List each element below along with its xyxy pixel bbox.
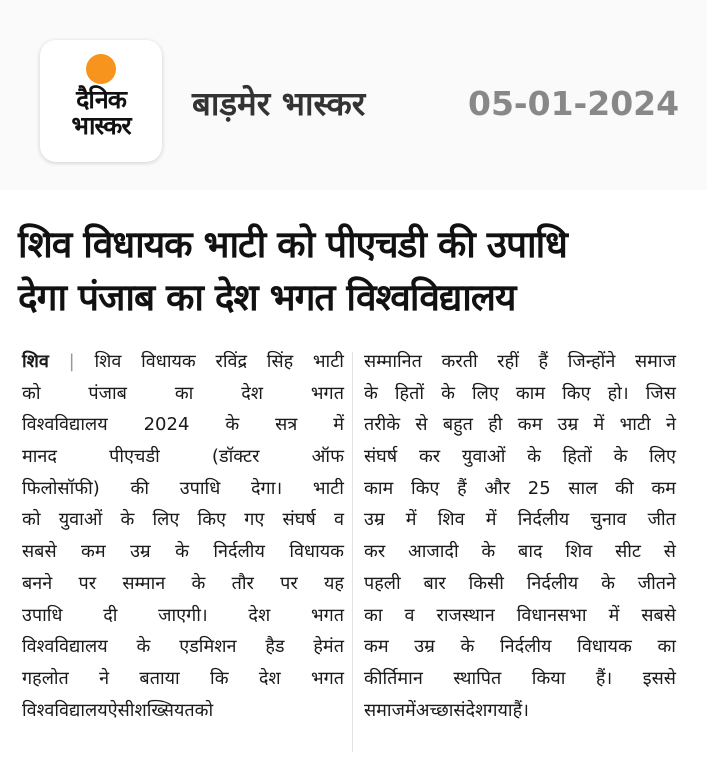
word: के (460, 636, 475, 658)
word: पहली (364, 572, 401, 594)
word: गए (244, 509, 265, 531)
word: के (175, 541, 189, 563)
word: और (484, 477, 511, 499)
dateline-separator: | (68, 351, 75, 372)
word: देश (258, 667, 281, 689)
word: किए (197, 509, 226, 531)
word: संघर्ष (364, 446, 398, 468)
word: भाटी (312, 477, 344, 499)
word: कम (364, 636, 389, 658)
word: 25 (527, 477, 551, 499)
word: हेमंत (313, 636, 344, 658)
word: में (405, 509, 417, 531)
word: विश्वविद्यालय (22, 636, 108, 658)
word: के (120, 509, 135, 531)
word: काम (515, 382, 546, 404)
article-text-line (364, 631, 676, 663)
word: बाद (518, 541, 543, 563)
word: राजस्थान (436, 604, 495, 626)
word: की (615, 477, 634, 499)
word: विधानसभा (516, 604, 587, 626)
word: विश्वविद्यालय (22, 414, 108, 436)
word: ने (665, 414, 676, 436)
word: निर्दलीय (517, 509, 570, 531)
word: के (481, 541, 496, 563)
word: उम्र (130, 541, 151, 563)
article-text-line (364, 504, 676, 536)
word: निर्दलीय (499, 636, 552, 658)
word: भगत (310, 604, 344, 626)
word: के (136, 636, 151, 658)
word: भाटी (619, 414, 651, 436)
article-text-line (364, 663, 676, 695)
word: विधायक (577, 636, 632, 658)
header (0, 0, 707, 190)
word: पर (78, 572, 97, 594)
word: व (333, 509, 344, 531)
word: सिंह (266, 351, 294, 372)
article-text-line (22, 378, 344, 410)
word: किए (410, 477, 440, 499)
word: विश्वविद्यालय (22, 699, 108, 721)
word: ही (488, 414, 503, 436)
word: शख्सियत (134, 699, 195, 721)
word: संघर्ष (282, 509, 316, 531)
word: को (22, 382, 41, 404)
article-text-line (22, 441, 344, 473)
word: कर (418, 446, 441, 468)
word: करती (441, 351, 478, 372)
word: बार (423, 572, 446, 594)
word: के (527, 446, 541, 468)
word: निर्दलीय (526, 572, 579, 594)
word: विधायक (289, 541, 344, 563)
logo-text-line2: भास्कर (71, 111, 131, 140)
word: का (174, 382, 194, 404)
word: हो। (607, 382, 629, 404)
word: रविंद्र (215, 351, 248, 372)
word: संदेश (453, 699, 488, 721)
word: रहीं (497, 351, 519, 372)
word: लिए (649, 446, 676, 468)
word: के (191, 572, 206, 594)
article-text-line (364, 600, 676, 632)
word: गया (487, 699, 513, 721)
word: उम्र (414, 636, 435, 658)
word: हैं। (512, 699, 529, 721)
word: देश (248, 604, 271, 626)
word: उम्र (557, 414, 579, 436)
word: ऑफ (311, 446, 344, 468)
word: दी (103, 604, 118, 626)
article-text-line (364, 695, 676, 727)
word: को (22, 509, 41, 531)
word: चुनाव (590, 509, 627, 531)
word: का (657, 636, 676, 658)
word: की (130, 477, 150, 499)
word: सीट (615, 541, 641, 563)
word: तौर (231, 572, 254, 594)
word: में (593, 414, 605, 436)
word: हैं (457, 477, 467, 499)
headline-line-1: शिव विधायक भाटी को पीएचडी की उपाधि (18, 223, 567, 266)
publication-date: 05-01-2024 (468, 84, 680, 123)
word: काम (364, 477, 394, 499)
word: भाटी (312, 351, 344, 372)
word: किया (531, 667, 566, 689)
word: जाएगी। (158, 604, 208, 626)
word: पंजाब (88, 382, 127, 404)
word: के (613, 446, 628, 468)
article-text-line (364, 409, 676, 441)
word: बताया (139, 667, 180, 689)
word: हैं। (595, 667, 613, 689)
word: साल (568, 477, 598, 499)
article-text-line (22, 504, 344, 536)
word: (डॉक्टर (211, 446, 260, 468)
word: स्थापित (453, 667, 502, 689)
word: में (485, 509, 497, 531)
word: फिलोसॉफी) (22, 477, 100, 499)
column-divider (352, 352, 353, 752)
word: लिए (152, 509, 180, 531)
word: देश (241, 382, 264, 404)
word: कम (517, 414, 543, 436)
word: लिए (471, 382, 499, 404)
word: गहलोत (22, 667, 69, 689)
headline-line-2: देगा पंजाब का देश भगत विश्वविद्यालय (18, 276, 516, 319)
word: इससे (642, 667, 676, 689)
word: उपाधि (179, 477, 221, 499)
word: समाज (634, 351, 676, 372)
edition-name: बाड़मेर भास्कर (192, 84, 366, 123)
word: जिन्होंने (567, 351, 616, 372)
word: के (601, 572, 615, 594)
word: में (333, 414, 344, 436)
word: विधायक (141, 351, 196, 372)
article-text-line (364, 346, 676, 378)
word: में (608, 604, 620, 626)
sun-icon (86, 54, 116, 84)
article-headline (18, 218, 698, 324)
article-column-left (22, 346, 344, 726)
word: शिव (437, 509, 465, 531)
word: ऐसी (107, 699, 135, 721)
article-text-line (22, 473, 344, 505)
word: मानद (22, 446, 57, 468)
word: देगा। (251, 477, 283, 499)
word: युवाओं (58, 509, 103, 531)
word: बनने (22, 572, 53, 594)
dateline: शिव (22, 351, 49, 372)
word: कीर्तिमान (364, 667, 423, 689)
word: कि (210, 667, 229, 689)
word: में (404, 699, 416, 721)
word: के (364, 382, 378, 404)
article-text-line (22, 631, 344, 663)
word: उम्र (364, 509, 385, 531)
article-column-right (364, 346, 676, 726)
article-text-line (364, 473, 676, 505)
word: 2024 (143, 414, 190, 436)
word: आजादी (407, 541, 459, 563)
article-text-line (22, 346, 344, 378)
word: से (663, 541, 676, 563)
word: कर (364, 541, 386, 563)
word: हैं (538, 351, 549, 372)
word: को (194, 699, 214, 721)
article-text-line (22, 663, 344, 695)
word: हितों (394, 382, 425, 404)
article-text-line (364, 568, 676, 600)
word: उपाधि (22, 604, 63, 626)
word: हितों (562, 446, 592, 468)
article-text-line (22, 409, 344, 441)
word: से (415, 414, 428, 436)
word: हैड (265, 636, 285, 658)
word: सबसे (22, 541, 57, 563)
article-text-line (22, 568, 344, 600)
word: किए (562, 382, 591, 404)
word: के (225, 414, 240, 436)
word: शिव (565, 541, 593, 563)
word: भगत (310, 382, 344, 404)
word: पीएचडी (109, 446, 160, 468)
article-text-line (364, 441, 676, 473)
word: जीतने (637, 572, 676, 594)
word: जिस (645, 382, 676, 404)
word: का (364, 604, 383, 626)
word: एडमिशन (179, 636, 237, 658)
article-text-line (22, 695, 344, 727)
article-text-line (364, 378, 676, 410)
word: बहुत (442, 414, 473, 436)
word: यह (323, 572, 344, 594)
word: सम्मानित (364, 351, 422, 372)
logo-text-line1: दैनिक (76, 85, 126, 114)
word: सम्मान (122, 572, 166, 594)
word: अच्छा (415, 699, 454, 721)
word: युवाओं (461, 446, 506, 468)
word: तरीके (364, 414, 401, 436)
word: पर (280, 572, 298, 594)
article-text-line (364, 536, 676, 568)
word: समाज (364, 699, 405, 721)
article-text-line (22, 536, 344, 568)
word: कम (651, 477, 676, 499)
newspaper-logo (40, 40, 162, 162)
word: सबसे (641, 604, 676, 626)
word: सत्र (275, 414, 298, 436)
article-text-line (22, 600, 344, 632)
word: जीत (647, 509, 676, 531)
word: कम (81, 541, 106, 563)
word: के (441, 382, 455, 404)
word: शिव (94, 351, 122, 372)
word: व (404, 604, 415, 626)
word: भगत (310, 667, 344, 689)
word: ने (99, 667, 110, 689)
word: किसी (468, 572, 504, 594)
word: निर्दलीय (213, 541, 265, 563)
